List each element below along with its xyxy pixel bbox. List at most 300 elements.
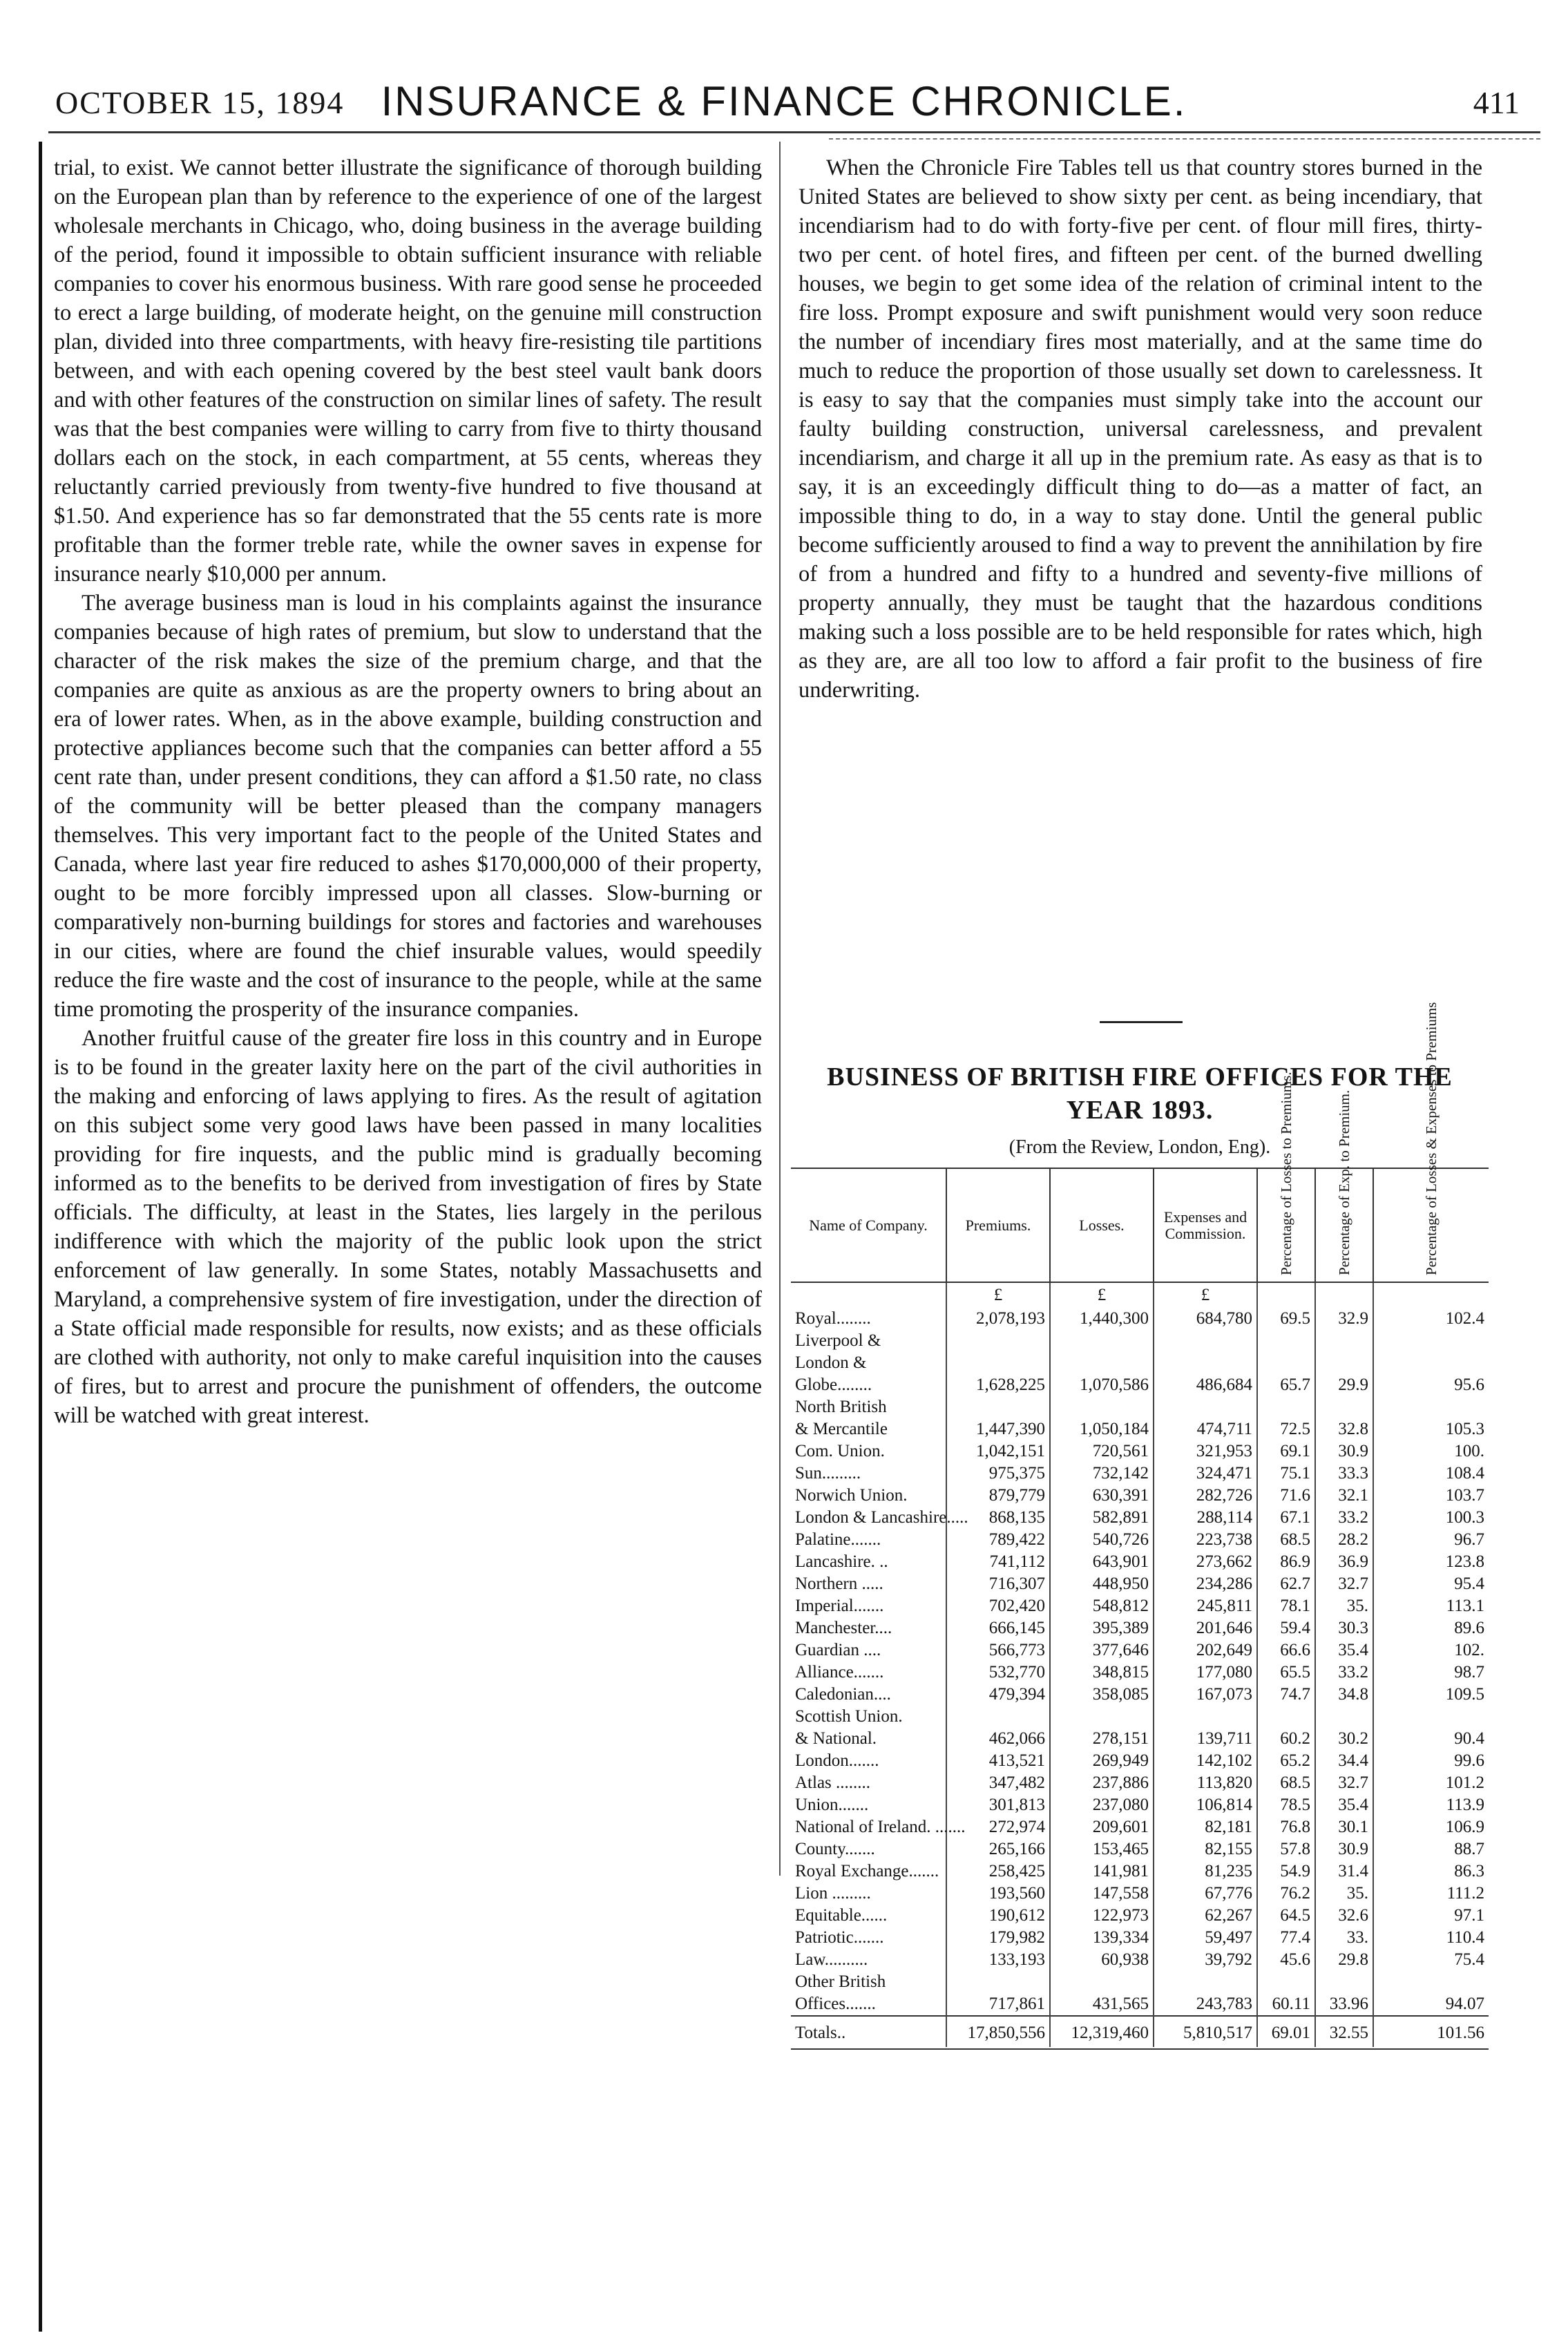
- value-cell: 34.8: [1315, 1684, 1373, 1706]
- value-cell: [1154, 1706, 1257, 1728]
- value-cell: [1257, 1330, 1315, 1352]
- value-cell: [946, 1330, 1050, 1352]
- company-name-cell: Liverpool &: [791, 1330, 946, 1352]
- value-cell: 32.6: [1315, 1905, 1373, 1927]
- value-cell: 1,050,184: [1050, 1418, 1154, 1440]
- value-cell: 32.7: [1315, 1573, 1373, 1595]
- value-cell: 348,815: [1050, 1661, 1154, 1684]
- value-cell: 732,142: [1050, 1463, 1154, 1485]
- value-cell: 30.3: [1315, 1617, 1373, 1639]
- value-cell: 110.4: [1446, 1928, 1484, 1947]
- value-cell: 86.3: [1454, 1862, 1484, 1880]
- table-body: [791, 1282, 1489, 2047]
- value-cell: 177,080: [1154, 1661, 1257, 1684]
- value-cell: 106.9: [1445, 1818, 1484, 1836]
- value-cell: 95.6: [1454, 1375, 1484, 1394]
- value-cell: 29.8: [1315, 1949, 1373, 1971]
- value-cell: 99.6: [1454, 1751, 1484, 1770]
- table-row: [791, 1816, 1489, 1838]
- company-name-cell: Union.......: [791, 1794, 946, 1816]
- company-name-cell: County.......: [791, 1838, 946, 1860]
- value-cell: 28.2: [1315, 1529, 1373, 1551]
- table-row: [791, 1838, 1489, 1860]
- value-cell: [1373, 1352, 1489, 1374]
- table-row: [791, 1905, 1489, 1927]
- value-cell: 643,901: [1050, 1551, 1154, 1573]
- table-row: [791, 1927, 1489, 1949]
- value-cell: 78.1: [1257, 1595, 1315, 1617]
- table-row: [791, 1860, 1489, 1883]
- value-cell: 245,811: [1154, 1595, 1257, 1617]
- company-name-cell: Atlas ........: [791, 1772, 946, 1794]
- table-row: [791, 1595, 1489, 1617]
- value-cell: 109.5: [1445, 1685, 1484, 1704]
- column-header-text: Percentage of Losses to Premiums.: [1278, 1072, 1294, 1275]
- value-cell: 17,850,556: [946, 2016, 1050, 2047]
- value-cell: 868,135: [946, 1507, 1050, 1529]
- value-cell: 243,783: [1154, 1993, 1257, 2016]
- value-cell: 76.8: [1257, 1816, 1315, 1838]
- value-cell: 548,812: [1050, 1595, 1154, 1617]
- value-cell: 65.2: [1257, 1750, 1315, 1772]
- value-cell: 62.7: [1257, 1573, 1315, 1595]
- company-name-cell: Royal Exchange.......: [791, 1860, 946, 1883]
- value-cell: 237,886: [1050, 1772, 1154, 1794]
- value-cell: 69.5: [1257, 1308, 1315, 1330]
- value-cell: 34.4: [1315, 1750, 1373, 1772]
- value-cell: 66.6: [1257, 1639, 1315, 1661]
- value-cell: 32.55: [1315, 2016, 1373, 2047]
- value-cell: 30.9: [1315, 1440, 1373, 1463]
- value-cell: 67.1: [1257, 1507, 1315, 1529]
- value-cell: 269,949: [1050, 1750, 1154, 1772]
- value-cell: 30.1: [1315, 1816, 1373, 1838]
- header-rule-secondary: [829, 138, 1540, 140]
- unit-cell: £: [1154, 1282, 1257, 1308]
- value-cell: 82,181: [1154, 1816, 1257, 1838]
- value-cell: [1315, 1706, 1373, 1728]
- table-row: [791, 1639, 1489, 1661]
- table-row: [791, 1418, 1489, 1440]
- value-cell: 82,155: [1154, 1838, 1257, 1860]
- article-paragraph: trial, to exist. We cannot better illustrate the significance of thorough building on the European plan than by reference to the experience of one of the largest wholesale merchants in Chicago, who, doing business in the average building of the period, found it impossible to obtain sufficient insurance with reliable companies to cover his enormous business. With rare good sense he proceeded to erect a large building, of moderate height, on the genuine mill construction plan, divided into three compartments, with heavy fire-resisting tile partitions between, and with each opening covered by the best steel vault bank doors and with other features of the construction on similar lines of safety. The result was that the best companies were willing to carry from five to thirty thousand dollars each on the stock, in each compartment, at 55 cents, whereas they reluctantly carried previously from twenty-five hundred to five thousand at $1.50. And experience has so far demonstrated that the 55 cents rate is more profitable than the former treble rate, while the owner saves in expense for insurance nearly $10,000 per annum.: [54, 155, 762, 587]
- value-cell: 95.4: [1454, 1574, 1484, 1593]
- value-cell: 68.5: [1257, 1772, 1315, 1794]
- value-cell: [1373, 1971, 1489, 1993]
- value-cell: 77.4: [1257, 1927, 1315, 1949]
- company-name-cell: & Mercantile: [791, 1418, 946, 1440]
- table-title: BUSINESS OF BRITISH FIRE OFFICES FOR THE YEAR 1893.: [827, 1063, 1453, 1125]
- value-cell: 684,780: [1154, 1308, 1257, 1330]
- column-divider: [779, 142, 781, 1876]
- value-cell: 113.1: [1446, 1597, 1484, 1615]
- section-divider: [1100, 1021, 1183, 1023]
- value-cell: 395,389: [1050, 1617, 1154, 1639]
- value-cell: [1050, 1971, 1154, 1993]
- value-cell: 179,982: [946, 1927, 1050, 1949]
- value-cell: 272,974: [946, 1816, 1050, 1838]
- value-cell: 81,235: [1154, 1860, 1257, 1883]
- value-cell: 273,662: [1154, 1551, 1257, 1573]
- table-row: [791, 1352, 1489, 1374]
- value-cell: 462,066: [946, 1728, 1050, 1750]
- value-cell: [946, 1706, 1050, 1728]
- value-cell: 96.7: [1454, 1530, 1484, 1549]
- value-cell: 532,770: [946, 1661, 1050, 1684]
- value-cell: 122,973: [1050, 1905, 1154, 1927]
- company-name-cell: London &: [791, 1352, 946, 1374]
- value-cell: 413,521: [946, 1750, 1050, 1772]
- table-row: [791, 1772, 1489, 1794]
- value-cell: 64.5: [1257, 1905, 1315, 1927]
- value-cell: 139,334: [1050, 1927, 1154, 1949]
- value-cell: [1257, 1352, 1315, 1374]
- value-cell: 202,649: [1154, 1639, 1257, 1661]
- value-cell: 123.8: [1445, 1552, 1484, 1571]
- table-row: [791, 1330, 1489, 1352]
- company-name-cell: Equitable......: [791, 1905, 946, 1927]
- company-name-cell: London & Lancashire.....: [791, 1507, 946, 1529]
- left-column: [54, 153, 762, 1430]
- value-cell: 86.9: [1257, 1551, 1315, 1573]
- value-cell: 265,166: [946, 1838, 1050, 1860]
- value-cell: 347,482: [946, 1772, 1050, 1794]
- table-source: (From the Review, London, Eng).: [1008, 1136, 1271, 1158]
- table-row: [791, 1750, 1489, 1772]
- value-cell: [1050, 1396, 1154, 1418]
- value-cell: 666,145: [946, 1617, 1050, 1639]
- value-cell: 71.6: [1257, 1485, 1315, 1507]
- value-cell: 32.7: [1315, 1772, 1373, 1794]
- table-row: [791, 1971, 1489, 1993]
- value-cell: 62,267: [1154, 1905, 1257, 1927]
- value-cell: 113.9: [1446, 1796, 1484, 1814]
- value-cell: 45.6: [1257, 1949, 1315, 1971]
- table-row: [791, 1507, 1489, 1529]
- column-header-text: Percentage of Losses & Expenses to Premiums: [1423, 1002, 1440, 1275]
- value-cell: 142,102: [1154, 1750, 1257, 1772]
- value-cell: 167,073: [1154, 1684, 1257, 1706]
- table-row: [791, 1728, 1489, 1750]
- value-cell: 540,726: [1050, 1529, 1154, 1551]
- value-cell: 54.9: [1257, 1860, 1315, 1883]
- column-header: Name of Company.: [791, 1169, 946, 1282]
- table-row: [791, 1374, 1489, 1396]
- value-cell: 102.4: [1445, 1309, 1484, 1328]
- unit-cell: £: [1050, 1282, 1154, 1308]
- company-name-cell: Palatine.......: [791, 1529, 946, 1551]
- value-cell: 193,560: [946, 1883, 1050, 1905]
- table-row: [791, 1883, 1489, 1905]
- column-header-text: Percentage of Exp. to Premium.: [1336, 1089, 1352, 1275]
- value-cell: 35.4: [1315, 1794, 1373, 1816]
- value-cell: 78.5: [1257, 1794, 1315, 1816]
- article-paragraph: Another fruitful cause of the greater fire loss in this country and in Europe is to be found in the greater laxity here on the part of the civil authorities in the making and enforcing of laws applying to fires. As the result of agitation on this subject some very good laws have been passed in many localities providing for fire inquests, and the public mind is gradually becoming informed as to the benefits to be derived from investigation of fires by State officials. The difficulty, at least in the States, lies largely in the perilous indifference with which the majority of the public look upon the strict enforcement of law generally. In some States, notably Massachusetts and Maryland, a comprehensive system of fire investigation, under the direction of a State official made responsible for results, now exists; and as these officials are clothed with authority, not only to make careful inquisition into the causes of fires, but to arrest and procure the punishment of offenders, the outcome will be watched with great interest.: [54, 1026, 762, 1428]
- value-cell: 69.01: [1257, 2016, 1315, 2047]
- table-row: [791, 1684, 1489, 1706]
- value-cell: 720,561: [1050, 1440, 1154, 1463]
- value-cell: [1154, 1971, 1257, 1993]
- value-cell: 108.4: [1445, 1464, 1484, 1483]
- company-name-cell: & National.: [791, 1728, 946, 1750]
- table-row: [791, 1308, 1489, 1330]
- value-cell: 103.7: [1445, 1486, 1484, 1505]
- value-cell: 582,891: [1050, 1507, 1154, 1529]
- article-paragraph: When the Chronicle Fire Tables tell us that country stores burned in the United States are believed to show sixty per cent. as being incendiary, that incendiarism had to do with forty-five per cent. of flour mill fires, thirty-two per cent. of hotel fires, and fifteen per cent. of the burned dwelling houses, we begin to get some idea of the relation of criminal intent to the fire loss. Prompt exposure and swift punishment would very soon reduce the number of incendiary fires most materially, and at the same time do much to reduce the proportion of those usually set down to carelessness. It is easy to say that the companies must simply take into the account our faulty building construction, universal carelessness, and prevalent incendiarism, and charge it all up in the premium rate. As easy as that is to say, it is an exceedingly difficult thing to do—as a matter of fact, an impossible thing to do, in a way to stay done. Until the general public become sufficiently aroused to find a way to prevent the annihilation by fire of from a hundred and fifty to a hundred and seventy-five millions of property annually, they must be taught that the hazardous conditions making such a loss possible are to be held responsible for rates which, high as they are, are all too low to afford a fair profit to the business of fire underwriting.: [799, 155, 1482, 703]
- company-name-cell: London.......: [791, 1750, 946, 1772]
- value-cell: 431,565: [1050, 1993, 1154, 2016]
- value-cell: 29.9: [1315, 1374, 1373, 1396]
- unit-cell: £: [946, 1282, 1050, 1308]
- unit-cell: [1257, 1282, 1315, 1308]
- value-cell: 717,861: [946, 1993, 1050, 2016]
- value-cell: 12,319,460: [1050, 2016, 1154, 2047]
- table-row: [791, 1463, 1489, 1485]
- value-cell: 448,950: [1050, 1573, 1154, 1595]
- company-name-cell: Sun.........: [791, 1463, 946, 1485]
- value-cell: 147,558: [1050, 1883, 1154, 1905]
- value-cell: 35.: [1315, 1883, 1373, 1905]
- company-name-cell: Imperial.......: [791, 1595, 946, 1617]
- value-cell: 321,953: [1154, 1440, 1257, 1463]
- value-cell: [946, 1971, 1050, 1993]
- value-cell: 377,646: [1050, 1639, 1154, 1661]
- table-row: [791, 1529, 1489, 1551]
- value-cell: 65.7: [1257, 1374, 1315, 1396]
- value-cell: 67,776: [1154, 1883, 1257, 1905]
- value-cell: 258,425: [946, 1860, 1050, 1883]
- header-rule: [48, 131, 1540, 133]
- value-cell: 101.56: [1373, 2016, 1489, 2047]
- value-cell: 75.4: [1454, 1950, 1484, 1969]
- page-header: [41, 77, 1527, 133]
- value-cell: [1257, 1971, 1315, 1993]
- value-cell: 106,814: [1154, 1794, 1257, 1816]
- company-name-cell: Norwich Union.: [791, 1485, 946, 1507]
- table-row: [791, 1551, 1489, 1573]
- value-cell: 75.1: [1257, 1463, 1315, 1485]
- value-cell: [946, 1352, 1050, 1374]
- value-cell: [1373, 1706, 1489, 1728]
- company-name-cell: Com. Union.: [791, 1440, 946, 1463]
- value-cell: 32.1: [1315, 1485, 1373, 1507]
- value-cell: 59.4: [1257, 1617, 1315, 1639]
- value-cell: 282,726: [1154, 1485, 1257, 1507]
- company-name-cell: Alliance.......: [791, 1661, 946, 1684]
- table-row: [791, 1706, 1489, 1728]
- value-cell: 31.4: [1315, 1860, 1373, 1883]
- value-cell: 111.2: [1446, 1884, 1484, 1903]
- value-cell: 486,684: [1154, 1374, 1257, 1396]
- value-cell: 278,151: [1050, 1728, 1154, 1750]
- value-cell: 101.2: [1445, 1773, 1484, 1792]
- value-cell: [1050, 1706, 1154, 1728]
- company-name-cell: Manchester....: [791, 1617, 946, 1639]
- unit-cell: [1373, 1282, 1489, 1308]
- company-name-cell: Other British: [791, 1971, 946, 1993]
- table-row: [791, 1949, 1489, 1971]
- value-cell: [1315, 1352, 1373, 1374]
- value-cell: 133,193: [946, 1949, 1050, 1971]
- table-header-row: [791, 1169, 1489, 1282]
- unit-cell: [791, 1282, 946, 1308]
- value-cell: 1,440,300: [1050, 1308, 1154, 1330]
- value-cell: 94.07: [1445, 1994, 1484, 2013]
- value-cell: 789,422: [946, 1529, 1050, 1551]
- totals-row: [791, 2016, 1489, 2047]
- value-cell: 30.9: [1315, 1838, 1373, 1860]
- value-cell: 1,070,586: [1050, 1374, 1154, 1396]
- value-cell: 33.: [1315, 1927, 1373, 1949]
- company-name-cell: Caledonian....: [791, 1684, 946, 1706]
- right-column: [799, 153, 1482, 705]
- value-cell: 201,646: [1154, 1617, 1257, 1639]
- value-cell: [1050, 1352, 1154, 1374]
- table-row: [791, 1993, 1489, 2016]
- value-cell: 975,375: [946, 1463, 1050, 1485]
- value-cell: 301,813: [946, 1794, 1050, 1816]
- value-cell: 59,497: [1154, 1927, 1257, 1949]
- value-cell: 479,394: [946, 1684, 1050, 1706]
- value-cell: 33.96: [1315, 1993, 1373, 2016]
- company-name-cell: Lion .........: [791, 1883, 946, 1905]
- value-cell: 153,465: [1050, 1838, 1154, 1860]
- value-cell: 100.: [1454, 1442, 1484, 1460]
- value-cell: [1315, 1330, 1373, 1352]
- value-cell: 141,981: [1050, 1860, 1154, 1883]
- value-cell: 60.11: [1257, 1993, 1315, 2016]
- value-cell: 90.4: [1454, 1729, 1484, 1748]
- column-header: [1257, 1072, 1315, 1282]
- value-cell: 1,628,225: [946, 1374, 1050, 1396]
- table-row: [791, 1573, 1489, 1595]
- value-cell: 702,420: [946, 1595, 1050, 1617]
- value-cell: 741,112: [946, 1551, 1050, 1573]
- company-name-cell: Offices.......: [791, 1993, 946, 2016]
- value-cell: [1050, 1330, 1154, 1352]
- company-name-cell: Lancashire. ..: [791, 1551, 946, 1573]
- value-cell: 288,114: [1154, 1507, 1257, 1529]
- table-row: [791, 1485, 1489, 1507]
- value-cell: 113,820: [1154, 1772, 1257, 1794]
- table-row: [791, 1396, 1489, 1418]
- value-cell: 36.9: [1315, 1551, 1373, 1573]
- column-header: [1315, 1089, 1373, 1282]
- value-cell: 223,738: [1154, 1529, 1257, 1551]
- company-name-cell: Royal........: [791, 1308, 946, 1330]
- value-cell: 102.: [1454, 1641, 1484, 1659]
- value-cell: 2,078,193: [946, 1308, 1050, 1330]
- unit-row: [791, 1282, 1489, 1308]
- value-cell: 35.: [1315, 1595, 1373, 1617]
- value-cell: 57.8: [1257, 1838, 1315, 1860]
- table-row: [791, 1794, 1489, 1816]
- value-cell: 1,042,151: [946, 1440, 1050, 1463]
- company-name-cell: Patriotic.......: [791, 1927, 946, 1949]
- value-cell: 139,711: [1154, 1728, 1257, 1750]
- company-name-cell: Guardian ....: [791, 1639, 946, 1661]
- company-name-cell: Northern .....: [791, 1573, 946, 1595]
- value-cell: 33.2: [1315, 1661, 1373, 1684]
- value-cell: 39,792: [1154, 1949, 1257, 1971]
- value-cell: 474,711: [1154, 1418, 1257, 1440]
- value-cell: 88.7: [1454, 1840, 1484, 1858]
- value-cell: 100.3: [1445, 1508, 1484, 1527]
- value-cell: [1315, 1971, 1373, 1993]
- table-row: [791, 1440, 1489, 1463]
- value-cell: 32.8: [1315, 1418, 1373, 1440]
- unit-cell: [1315, 1282, 1373, 1308]
- value-cell: 35.4: [1315, 1639, 1373, 1661]
- value-cell: 630,391: [1050, 1485, 1154, 1507]
- column-header: Premiums.: [946, 1169, 1050, 1282]
- value-cell: 69.1: [1257, 1440, 1315, 1463]
- issue-date: OCTOBER 15, 1894: [55, 85, 345, 120]
- value-cell: [1154, 1396, 1257, 1418]
- value-cell: 105.3: [1445, 1420, 1484, 1438]
- value-cell: 324,471: [1154, 1463, 1257, 1485]
- company-name-cell: Globe........: [791, 1374, 946, 1396]
- value-cell: 5,810,517: [1154, 2016, 1257, 2047]
- table-row: [791, 1617, 1489, 1639]
- company-name-cell: Scottish Union.: [791, 1706, 946, 1728]
- value-cell: 209,601: [1050, 1816, 1154, 1838]
- column-header: Losses.: [1050, 1169, 1154, 1282]
- value-cell: 60.2: [1257, 1728, 1315, 1750]
- value-cell: 60,938: [1050, 1949, 1154, 1971]
- value-cell: 65.5: [1257, 1661, 1315, 1684]
- value-cell: [946, 1396, 1050, 1418]
- value-cell: 32.9: [1315, 1308, 1373, 1330]
- table-bottom-rule: [791, 2048, 1489, 2050]
- value-cell: 72.5: [1257, 1418, 1315, 1440]
- value-cell: 33.3: [1315, 1463, 1373, 1485]
- column-header: Expenses and Commission.: [1154, 1169, 1257, 1282]
- value-cell: 30.2: [1315, 1728, 1373, 1750]
- publication-title: INSURANCE & FINANCE CHRONICLE.: [381, 78, 1187, 124]
- value-cell: [1154, 1330, 1257, 1352]
- company-name-cell: Law..........: [791, 1949, 946, 1971]
- page-edge-bar: [39, 142, 42, 2332]
- value-cell: 33.2: [1315, 1507, 1373, 1529]
- value-cell: 716,307: [946, 1573, 1050, 1595]
- value-cell: 234,286: [1154, 1573, 1257, 1595]
- value-cell: 566,773: [946, 1639, 1050, 1661]
- value-cell: [1315, 1396, 1373, 1418]
- column-header: [1373, 1002, 1489, 1282]
- company-name-cell: Totals..: [791, 2016, 946, 2047]
- page-number: 411: [1473, 85, 1520, 120]
- value-cell: [1257, 1706, 1315, 1728]
- article-paragraph: The average business man is loud in his complaints against the insurance companies because of high rates of premium, but slow to understand that the character of the risk makes the size of the premium charge, and that the companies are quite as anxious as are the property owners to bring about an era of lower rates. When, as in the above example, building construction and protective appliances become such that the companies can better afford a 55 cent rate than, under present conditions, they can afford a $1.50 rate, no class of the community will be better pleased than the company managers themselves. This very important fact to the people of the United States and Canada, where last year fire reduced to ashes $170,000,000 of their property, ought to be more forcibly impressed upon all classes. Slow-burning or comparatively non-burning buildings for stores and factories and warehouses in our cities, where are found the chief insurable values, would speedily reduce the fire waste and the cost of insurance to the people, while at the same time promoting the prosperity of the insurance companies.: [54, 591, 762, 1022]
- value-cell: 98.7: [1454, 1663, 1484, 1682]
- value-cell: 358,085: [1050, 1684, 1154, 1706]
- value-cell: 89.6: [1454, 1619, 1484, 1637]
- value-cell: 76.2: [1257, 1883, 1315, 1905]
- value-cell: 1,447,390: [946, 1418, 1050, 1440]
- value-cell: 237,080: [1050, 1794, 1154, 1816]
- value-cell: [1257, 1396, 1315, 1418]
- value-cell: 190,612: [946, 1905, 1050, 1927]
- table-row: [791, 1661, 1489, 1684]
- value-cell: 74.7: [1257, 1684, 1315, 1706]
- value-cell: 97.1: [1454, 1906, 1484, 1925]
- value-cell: [1373, 1396, 1489, 1418]
- company-name-cell: North British: [791, 1396, 946, 1418]
- value-cell: 68.5: [1257, 1529, 1315, 1551]
- company-name-cell: National of Ireland. .......: [791, 1816, 946, 1838]
- value-cell: [1154, 1352, 1257, 1374]
